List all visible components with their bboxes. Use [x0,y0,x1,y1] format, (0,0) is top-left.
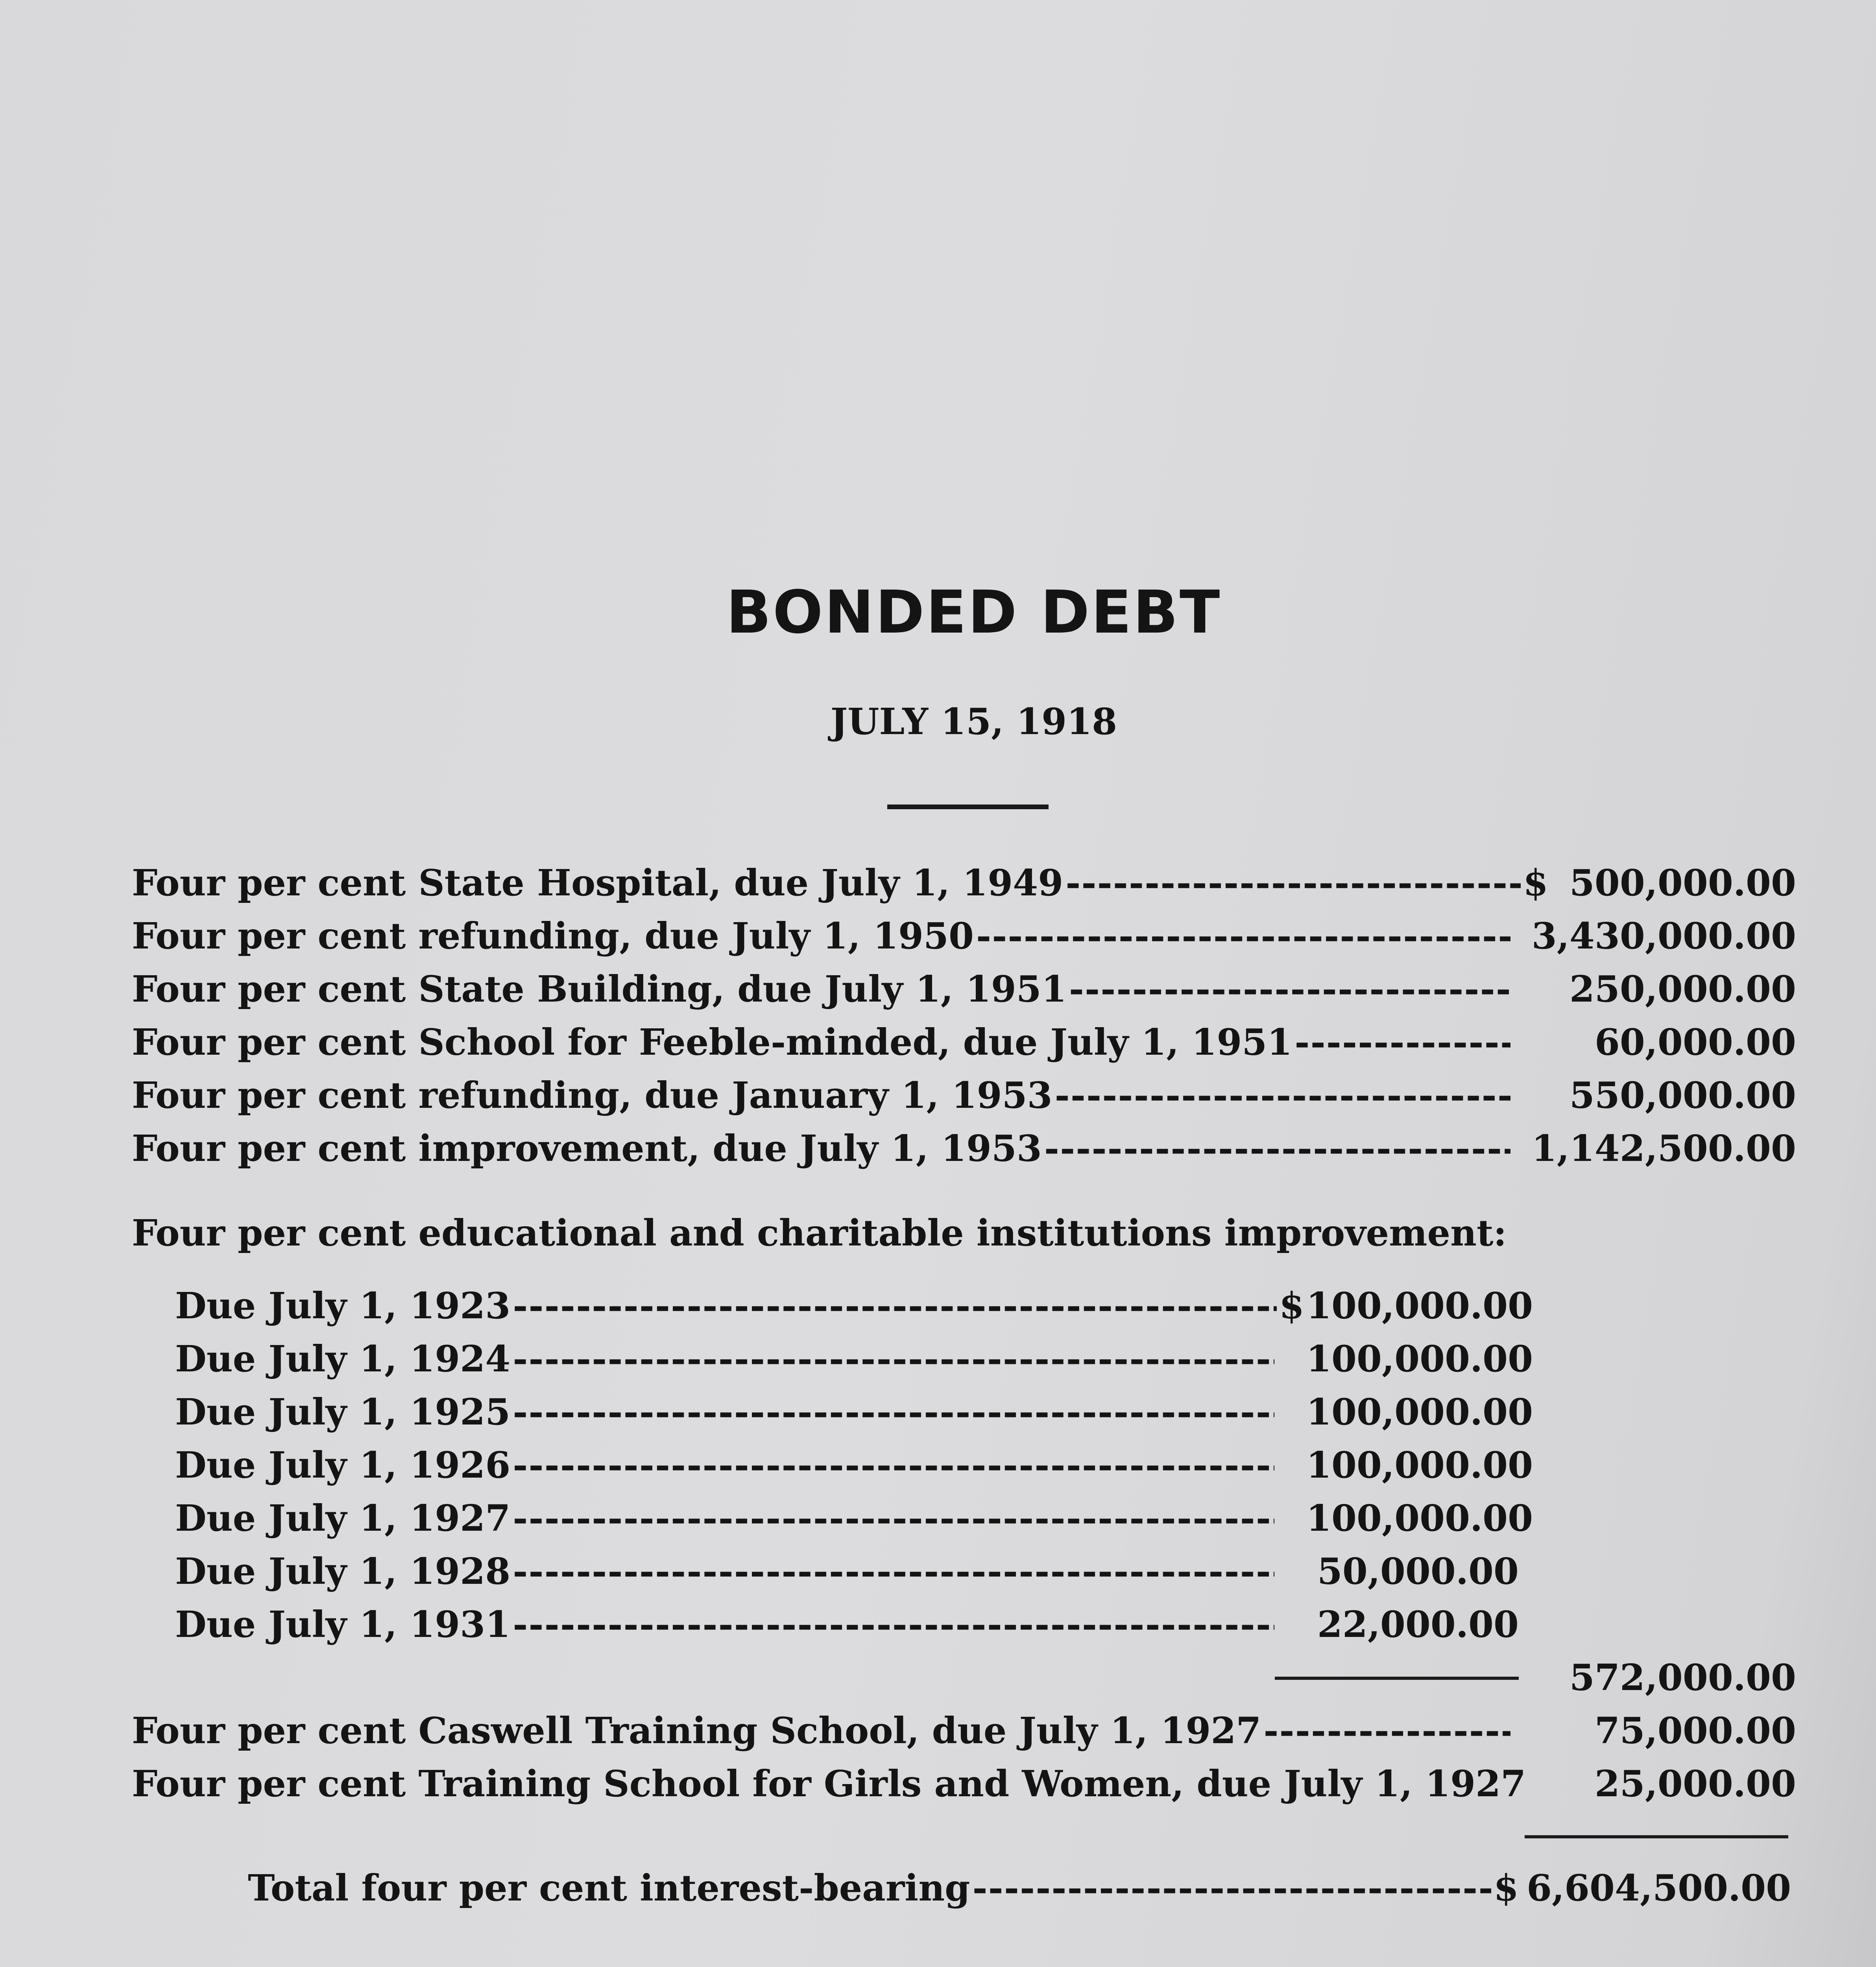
amount-cell: 550,000.00 [1569,1074,1796,1116]
section-heading: Four per cent educational and charitable institutions improvement: [132,1212,1507,1254]
sub-row: Due July 1, 1931 ----- [175,1603,1277,1650]
sub-amount-cell: 100,000.00 [1306,1338,1533,1380]
sub-amount-cell: 100,000.00 [1306,1284,1533,1327]
sub-row: Due July 1, 1924 ----- [175,1338,1277,1385]
total-rule [1525,1835,1788,1838]
subtotal-rule [1275,1677,1519,1680]
amount-cell: 25,000.00 [1594,1762,1796,1805]
amount-cell: 75,000.00 [1594,1709,1796,1752]
amount-cell: 250,000.00 [1569,968,1796,1010]
table-row: Four per cent Caswell Training School, due July 1, 1927 ----- [132,1709,1513,1757]
educational-total: 572,000.00 [1569,1656,1796,1699]
sub-row: Due July 1, 1926 ----- [175,1444,1277,1491]
page-title: BONDED DEBT [726,578,1222,647]
sub-row: Due July 1, 1927 ----- [175,1497,1277,1544]
sub-amount-cell: 50,000.00 [1317,1550,1519,1592]
total-amount: 6,604,500.00 [1527,1867,1791,1909]
table-row: Four per cent Training School for Girls and Women, due July 1, 1927 [132,1762,1526,1805]
table-row: Four per cent improvement, due July 1, 1953 ----- [132,1127,1513,1174]
table-row: Four per cent refunding, due January 1, 1953 ----- [132,1074,1513,1121]
sub-amount-cell: 100,000.00 [1306,1497,1533,1539]
table-row: Four per cent School for Feeble-minded, due July 1, 1951 ----- [132,1021,1513,1068]
table-row: Four per cent refunding, due July 1, 1950 ----- [132,915,1513,962]
sub-row: Due July 1, 1928 ----- [175,1550,1277,1597]
total-row: Total four per cent interest-bearing ----- $ [248,1867,1519,1914]
sub-row: Due July 1, 1925 ----- [175,1391,1277,1438]
amount-cell: 500,000.00 [1569,862,1796,904]
sub-amount-cell: 22,000.00 [1317,1603,1519,1646]
amount-cell: 1,142,500.00 [1531,1127,1796,1170]
amount-cell: 60,000.00 [1594,1021,1796,1063]
title-underline [887,805,1049,809]
amount-cell: 3,430,000.00 [1531,915,1796,957]
sub-amount-cell: 100,000.00 [1306,1444,1533,1486]
sub-amount-cell: 100,000.00 [1306,1391,1533,1433]
table-row: Four per cent State Building, due July 1, 1951 ----- [132,968,1513,1015]
table-row: Four per cent State Hospital, due July 1, 1949 ----- $ [132,862,1548,909]
page-date: JULY 15, 1918 [830,700,1117,743]
sub-row: Due July 1, 1923 ----- $ [175,1284,1304,1332]
